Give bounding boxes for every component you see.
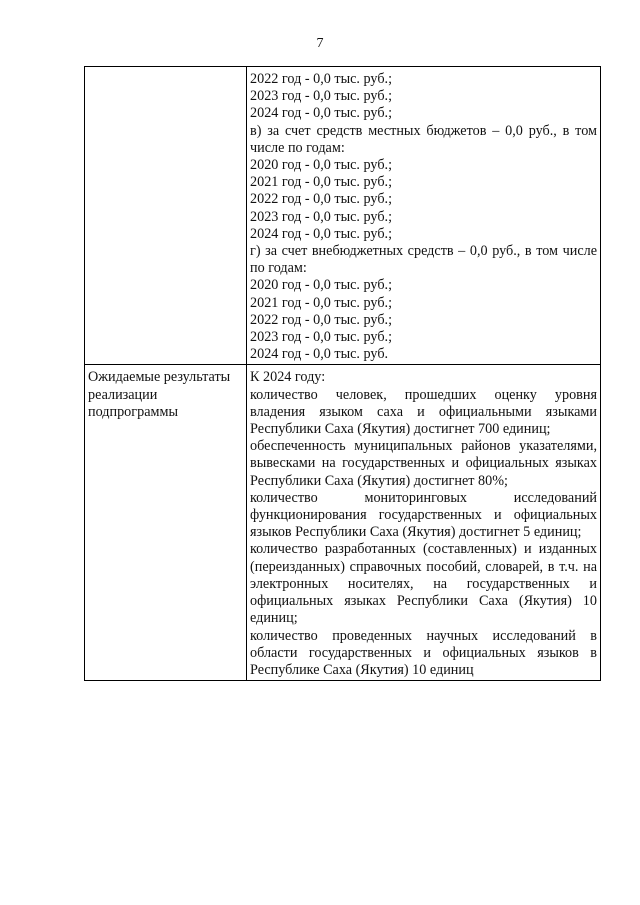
expected-result-item: количество мониторинговых исследований функционирования государственных и официальных языков Республики Саха (Якутия) достигнет 5 единиц; <box>250 489 597 541</box>
expected-result-item: количество проведенных научных исследований в области государственных и официальных языков в Республике Саха (Якутия) 10 единиц <box>250 627 597 678</box>
expected-result-item: обеспеченность муниципальных районов указателями, вывесками на государственных и официальных языках Республики Саха (Якутия) достигнет 80%; <box>250 438 597 489</box>
funding-line: 2020 год - 0,0 тыс. руб.; <box>250 277 393 294</box>
row-funding-content-cell <box>247 67 601 365</box>
expected-results-label: Ожидаемые результаты реализации подпрограммы <box>85 365 247 681</box>
funding-line: 2022 год - 0,0 тыс. руб.; <box>250 71 393 87</box>
funding-line: 2022 год - 0,0 тыс. руб.; <box>250 191 393 208</box>
expected-result-item: количество человек, прошедших оценку уровня владения языком саха и официальными языками Республики Саха (Якутия) достигнет 700 единиц; <box>250 386 597 438</box>
funding-line: 2024 год - 0,0 тыс. руб.; <box>250 105 393 122</box>
funding-line: 2023 год - 0,0 тыс. руб.; <box>250 208 393 225</box>
funding-line: 2021 год - 0,0 тыс. руб.; <box>250 174 393 191</box>
funding-line: 2024 год - 0,0 тыс. руб.; <box>250 225 393 242</box>
table-row-expected-results <box>85 365 601 681</box>
local-budget-paragraph: в) за счет средств местных бюджетов – 0,0 руб., в том числе по годам: <box>250 122 597 156</box>
funding-line: 2022 год - 0,0 тыс. руб.; <box>250 311 393 328</box>
extra-budget-paragraph: г) за счет внебюджетных средств – 0,0 руб., в том числе по годам: <box>250 243 597 277</box>
funding-line: 2023 год - 0,0 тыс. руб.; <box>250 88 393 105</box>
funding-line: 2023 год - 0,0 тыс. руб.; <box>250 329 393 346</box>
subprogram-passport-table <box>84 66 601 681</box>
expected-result-item: количество разработанных (составленных) и изданных (переизданных) справочных пособий, словарей, в т.ч. на электронных носителях, на государственных и официальных языках Республики Саха (Якутия) 10 единиц; <box>250 541 597 627</box>
row-funding-label-cell <box>85 67 247 365</box>
expected-results-content-cell <box>247 365 601 681</box>
funding-line: 2020 год - 0,0 тыс. руб.; <box>250 157 393 174</box>
expected-results-intro: К 2024 году: <box>250 369 326 386</box>
funding-line: 2021 год - 0,0 тыс. руб.; <box>250 294 393 311</box>
funding-line: 2024 год - 0,0 тыс. руб. <box>250 346 389 363</box>
table-row-funding <box>85 67 601 365</box>
page-number: 7 <box>316 36 324 51</box>
